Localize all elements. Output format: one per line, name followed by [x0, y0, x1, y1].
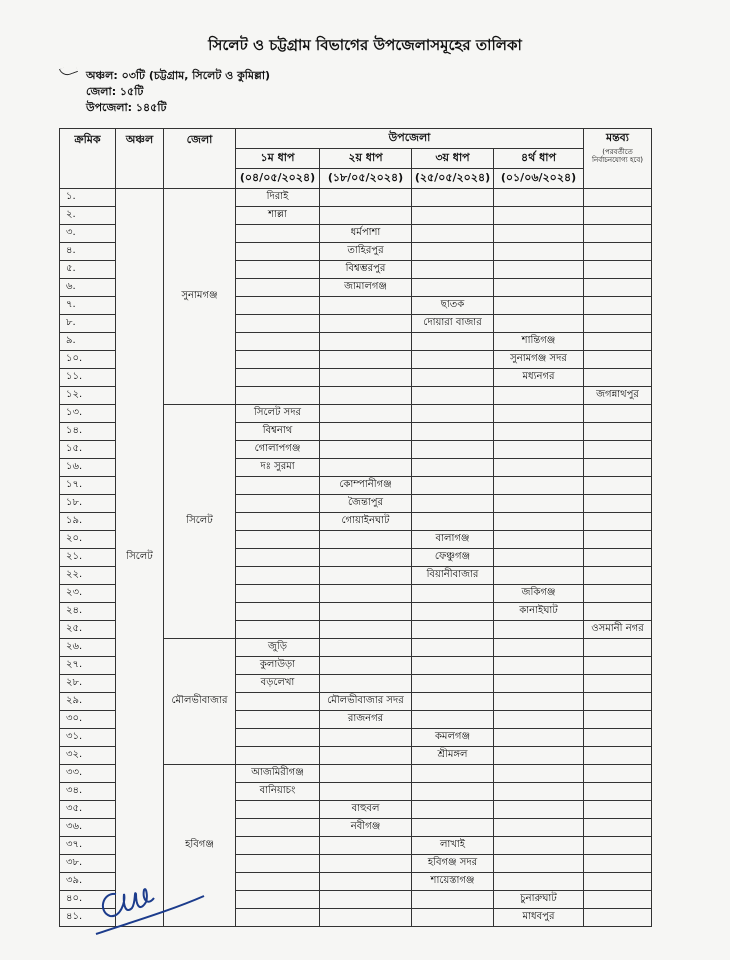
empty-cell [494, 315, 584, 333]
empty-cell [320, 405, 412, 423]
upazila-cell: দিরাই [236, 189, 320, 207]
empty-cell [494, 675, 584, 693]
district-cell: সুনামগঞ্জ [164, 189, 236, 405]
empty-cell [320, 855, 412, 873]
serial-cell: ২৪. [60, 603, 116, 621]
empty-cell [320, 189, 412, 207]
empty-cell [494, 495, 584, 513]
upazila-cell: শ্রীমঙ্গল [412, 747, 494, 765]
upazila-cell: সুনামগঞ্জ সদর [494, 351, 584, 369]
empty-cell [584, 855, 652, 873]
serial-cell: ৩৫. [60, 801, 116, 819]
empty-cell [584, 819, 652, 837]
empty-cell [320, 297, 412, 315]
empty-cell [236, 279, 320, 297]
upazila-cell: মধ্যনগর [494, 369, 584, 387]
empty-cell [584, 441, 652, 459]
empty-cell [494, 477, 584, 495]
empty-cell [236, 891, 320, 909]
empty-cell [236, 603, 320, 621]
phase-date: (০৪/০৫/২০২৪) [236, 169, 320, 189]
empty-cell [320, 783, 412, 801]
empty-cell [412, 333, 494, 351]
upazila-cell: ফেঞ্চুগঞ্জ [412, 549, 494, 567]
empty-cell [236, 315, 320, 333]
empty-cell [412, 423, 494, 441]
empty-cell [494, 279, 584, 297]
empty-cell [320, 549, 412, 567]
upazila-cell: ধর্মপাশা [320, 225, 412, 243]
upazila-cell: দোয়ারা বাজার [412, 315, 494, 333]
empty-cell [236, 747, 320, 765]
serial-cell: ৬. [60, 279, 116, 297]
empty-cell [412, 495, 494, 513]
upazila-cell: কানাইঘাট [494, 603, 584, 621]
empty-cell [584, 729, 652, 747]
empty-cell [584, 513, 652, 531]
upazila-cell: চুনারুঘাট [494, 891, 584, 909]
serial-cell: ২০. [60, 531, 116, 549]
empty-cell [494, 693, 584, 711]
empty-cell [320, 351, 412, 369]
empty-cell [584, 261, 652, 279]
empty-cell [412, 711, 494, 729]
empty-cell [494, 225, 584, 243]
serial-cell: ১. [60, 189, 116, 207]
upazila-cell: কুলাউড়া [236, 657, 320, 675]
empty-cell [320, 459, 412, 477]
empty-cell [320, 441, 412, 459]
empty-cell [412, 675, 494, 693]
empty-cell [412, 603, 494, 621]
empty-cell [320, 531, 412, 549]
empty-cell [320, 873, 412, 891]
empty-cell [320, 333, 412, 351]
empty-cell [412, 909, 494, 927]
serial-cell: ২১. [60, 549, 116, 567]
empty-cell [320, 909, 412, 927]
upazila-table [59, 128, 652, 927]
upazila-cell: সিলেট সদর [236, 405, 320, 423]
upazila-cell: বিয়ানীবাজার [412, 567, 494, 585]
empty-cell [236, 801, 320, 819]
upazila-cell: রাজনগর [320, 711, 412, 729]
upazila-cell: গোয়াইনঘাট [320, 513, 412, 531]
upazila-cell: নবীগঞ্জ [320, 819, 412, 837]
upazila-cell: জকিগঞ্জ [494, 585, 584, 603]
empty-cell [320, 621, 412, 639]
upazila-cell: লাখাই [412, 837, 494, 855]
empty-cell [494, 765, 584, 783]
empty-cell [584, 333, 652, 351]
serial-cell: ৩৩. [60, 765, 116, 783]
empty-cell [494, 819, 584, 837]
serial-cell: ৯. [60, 333, 116, 351]
header-remarks [584, 129, 652, 189]
empty-cell [584, 423, 652, 441]
serial-cell: ১৩. [60, 405, 116, 423]
empty-cell [584, 657, 652, 675]
empty-cell [412, 261, 494, 279]
empty-cell [236, 837, 320, 855]
empty-cell [236, 819, 320, 837]
empty-cell [584, 873, 652, 891]
serial-cell: ২২. [60, 567, 116, 585]
serial-cell: ১১. [60, 369, 116, 387]
upazila-cell: বানিয়াচং [236, 783, 320, 801]
upazila-cell: বিশ্বম্ভরপুর [320, 261, 412, 279]
empty-cell [412, 387, 494, 405]
empty-cell [412, 369, 494, 387]
serial-cell: ১৮. [60, 495, 116, 513]
serial-cell: ১২. [60, 387, 116, 405]
upazila-cell: বড়লেখা [236, 675, 320, 693]
empty-cell [412, 621, 494, 639]
empty-cell [494, 801, 584, 819]
serial-cell: ৫. [60, 261, 116, 279]
empty-cell [236, 261, 320, 279]
empty-cell [412, 891, 494, 909]
remarks-cell: ওসমানী নগর [584, 621, 652, 639]
empty-cell [320, 657, 412, 675]
empty-cell [494, 549, 584, 567]
empty-cell [494, 747, 584, 765]
upazila-cell: মৌলভীবাজার সদর [320, 693, 412, 711]
empty-cell [236, 243, 320, 261]
empty-cell [584, 189, 652, 207]
signature-icon [92, 872, 222, 942]
empty-cell [236, 513, 320, 531]
empty-cell [320, 315, 412, 333]
upazila-cell: বালাগঞ্জ [412, 531, 494, 549]
empty-cell [494, 297, 584, 315]
empty-cell [236, 369, 320, 387]
empty-cell [412, 243, 494, 261]
serial-cell: ১৫. [60, 441, 116, 459]
empty-cell [494, 405, 584, 423]
empty-cell [494, 783, 584, 801]
region-cell: সিলেট [116, 189, 164, 927]
upazila-cell: তাহিরপুর [320, 243, 412, 261]
empty-cell [236, 873, 320, 891]
header-serial: ক্রমিক [60, 129, 116, 189]
empty-cell [412, 819, 494, 837]
serial-cell: ১৬. [60, 459, 116, 477]
serial-cell: ৩৪. [60, 783, 116, 801]
serial-cell: ২৯. [60, 693, 116, 711]
empty-cell [236, 729, 320, 747]
serial-cell: ২. [60, 207, 116, 225]
empty-cell [584, 531, 652, 549]
serial-cell: ২৩. [60, 585, 116, 603]
empty-cell [320, 837, 412, 855]
empty-cell [412, 639, 494, 657]
empty-cell [494, 207, 584, 225]
empty-cell [584, 837, 652, 855]
serial-cell: ৩০. [60, 711, 116, 729]
empty-cell [584, 549, 652, 567]
empty-cell [320, 747, 412, 765]
phase-date: (২৫/০৫/২০২৪) [412, 169, 494, 189]
empty-cell [494, 441, 584, 459]
remarks-note: (পরবর্তীতে নির্বাচনযোগ্য হবে) [592, 148, 643, 164]
empty-cell [320, 639, 412, 657]
serial-cell: ৩. [60, 225, 116, 243]
summary-districts: জেলা: ১৫টি [86, 85, 144, 98]
remarks-cell: জগন্নাথপুর [584, 387, 652, 405]
serial-cell: ১৪. [60, 423, 116, 441]
empty-cell [584, 567, 652, 585]
empty-cell [412, 513, 494, 531]
serial-cell: ৩৭. [60, 837, 116, 855]
empty-cell [494, 567, 584, 585]
empty-cell [584, 405, 652, 423]
header-upazila: উপজেলা [236, 129, 584, 149]
empty-cell [320, 207, 412, 225]
phase-date: (০১/০৬/২০২৪) [494, 169, 584, 189]
empty-cell [584, 603, 652, 621]
empty-cell [584, 297, 652, 315]
empty-cell [494, 837, 584, 855]
empty-cell [236, 351, 320, 369]
phase-name: ১ম ধাপ [236, 149, 320, 169]
page-title: সিলেট ও চট্টগ্রাম বিভাগের উপজেলাসমূহের তালিকা [208, 36, 522, 54]
empty-cell [236, 297, 320, 315]
serial-cell: ৪০. [60, 891, 116, 909]
empty-cell [584, 585, 652, 603]
empty-cell [584, 351, 652, 369]
phase-name: ২য় ধাপ [320, 149, 412, 169]
remarks-label: মন্তব্য [605, 131, 629, 144]
serial-cell: ৩২. [60, 747, 116, 765]
serial-cell: ৩৬. [60, 819, 116, 837]
empty-cell [494, 855, 584, 873]
serial-cell: ৩৮. [60, 855, 116, 873]
empty-cell [584, 711, 652, 729]
upazila-cell: হবিগঞ্জ সদর [412, 855, 494, 873]
upazila-cell: গোলাপগঞ্জ [236, 441, 320, 459]
empty-cell [494, 243, 584, 261]
upazila-cell: শায়েস্তাগঞ্জ [412, 873, 494, 891]
empty-cell [412, 783, 494, 801]
serial-cell: ২৭. [60, 657, 116, 675]
upazila-cell: আজমিরীগঞ্জ [236, 765, 320, 783]
empty-cell [494, 531, 584, 549]
empty-cell [236, 225, 320, 243]
serial-cell: ৭. [60, 297, 116, 315]
empty-cell [412, 477, 494, 495]
empty-cell [584, 369, 652, 387]
empty-cell [494, 513, 584, 531]
upazila-cell: জামালগঞ্জ [320, 279, 412, 297]
upazila-cell: কোম্পানীগঞ্জ [320, 477, 412, 495]
empty-cell [320, 585, 412, 603]
empty-cell [412, 657, 494, 675]
table-row [60, 189, 652, 207]
empty-cell [584, 279, 652, 297]
district-cell: মৌলভীবাজার [164, 639, 236, 765]
empty-cell [236, 855, 320, 873]
empty-cell [584, 909, 652, 927]
empty-cell [584, 783, 652, 801]
empty-cell [584, 639, 652, 657]
empty-cell [584, 891, 652, 909]
empty-cell [494, 621, 584, 639]
empty-cell [412, 405, 494, 423]
empty-cell [494, 639, 584, 657]
serial-cell: ৩১. [60, 729, 116, 747]
empty-cell [494, 873, 584, 891]
empty-cell [584, 747, 652, 765]
empty-cell [320, 387, 412, 405]
empty-cell [320, 423, 412, 441]
upazila-cell: জৈন্তাপুর [320, 495, 412, 513]
empty-cell [412, 765, 494, 783]
empty-cell [320, 675, 412, 693]
serial-cell: ১৯. [60, 513, 116, 531]
summary-region: অঞ্চল: ০৩টি (চট্টগ্রাম, সিলেট ও কুমিল্লা) [86, 69, 271, 82]
empty-cell [494, 387, 584, 405]
empty-cell [584, 801, 652, 819]
empty-cell [236, 333, 320, 351]
table-body [60, 189, 652, 927]
empty-cell [494, 423, 584, 441]
empty-cell [236, 909, 320, 927]
empty-cell [236, 477, 320, 495]
serial-cell: ৩৯. [60, 873, 116, 891]
empty-cell [494, 711, 584, 729]
check-mark-icon [59, 63, 78, 77]
empty-cell [412, 279, 494, 297]
empty-cell [494, 189, 584, 207]
empty-cell [584, 765, 652, 783]
district-cell: সিলেট [164, 405, 236, 639]
serial-cell: ২৮. [60, 675, 116, 693]
upazila-cell: বাহুবল [320, 801, 412, 819]
upazila-cell: শাল্লা [236, 207, 320, 225]
empty-cell [494, 459, 584, 477]
phase-date: (১৮/০৫/২০২৪) [320, 169, 412, 189]
empty-cell [412, 189, 494, 207]
upazila-cell: কমলগঞ্জ [412, 729, 494, 747]
empty-cell [584, 243, 652, 261]
empty-cell [320, 603, 412, 621]
empty-cell [320, 567, 412, 585]
empty-cell [320, 891, 412, 909]
empty-cell [584, 477, 652, 495]
empty-cell [236, 621, 320, 639]
upazila-cell: শান্তিগঞ্জ [494, 333, 584, 351]
empty-cell [584, 675, 652, 693]
empty-cell [494, 261, 584, 279]
upazila-cell: জুড়ি [236, 639, 320, 657]
empty-cell [236, 693, 320, 711]
upazila-cell: মাধবপুর [494, 909, 584, 927]
empty-cell [320, 729, 412, 747]
upazila-cell: দঃ সুরমা [236, 459, 320, 477]
empty-cell [584, 693, 652, 711]
empty-cell [584, 315, 652, 333]
empty-cell [320, 369, 412, 387]
header-region: অঞ্চল [116, 129, 164, 189]
empty-cell [412, 441, 494, 459]
empty-cell [236, 567, 320, 585]
serial-cell: ৪১. [60, 909, 116, 927]
empty-cell [236, 549, 320, 567]
upazila-cell: ছাতক [412, 297, 494, 315]
empty-cell [412, 207, 494, 225]
empty-cell [584, 207, 652, 225]
empty-cell [584, 225, 652, 243]
empty-cell [320, 765, 412, 783]
district-cell: হবিগঞ্জ [164, 765, 236, 927]
empty-cell [412, 693, 494, 711]
serial-cell: ২৬. [60, 639, 116, 657]
empty-cell [412, 225, 494, 243]
empty-cell [494, 729, 584, 747]
empty-cell [236, 495, 320, 513]
serial-cell: ৮. [60, 315, 116, 333]
header-district: জেলা [164, 129, 236, 189]
phase-name: ৩য় ধাপ [412, 149, 494, 169]
empty-cell [412, 351, 494, 369]
empty-cell [236, 711, 320, 729]
empty-cell [236, 585, 320, 603]
empty-cell [494, 657, 584, 675]
empty-cell [236, 387, 320, 405]
serial-cell: ১০. [60, 351, 116, 369]
upazila-cell: বিশ্বনাথ [236, 423, 320, 441]
empty-cell [584, 459, 652, 477]
serial-cell: ৪. [60, 243, 116, 261]
empty-cell [412, 585, 494, 603]
empty-cell [584, 495, 652, 513]
serial-cell: ১৭. [60, 477, 116, 495]
empty-cell [412, 801, 494, 819]
phase-name: ৪র্থ ধাপ [494, 149, 584, 169]
empty-cell [412, 459, 494, 477]
empty-cell [236, 531, 320, 549]
summary-upazilas: উপজেলা: ১৪৫টি [86, 101, 167, 114]
serial-cell: ২৫. [60, 621, 116, 639]
